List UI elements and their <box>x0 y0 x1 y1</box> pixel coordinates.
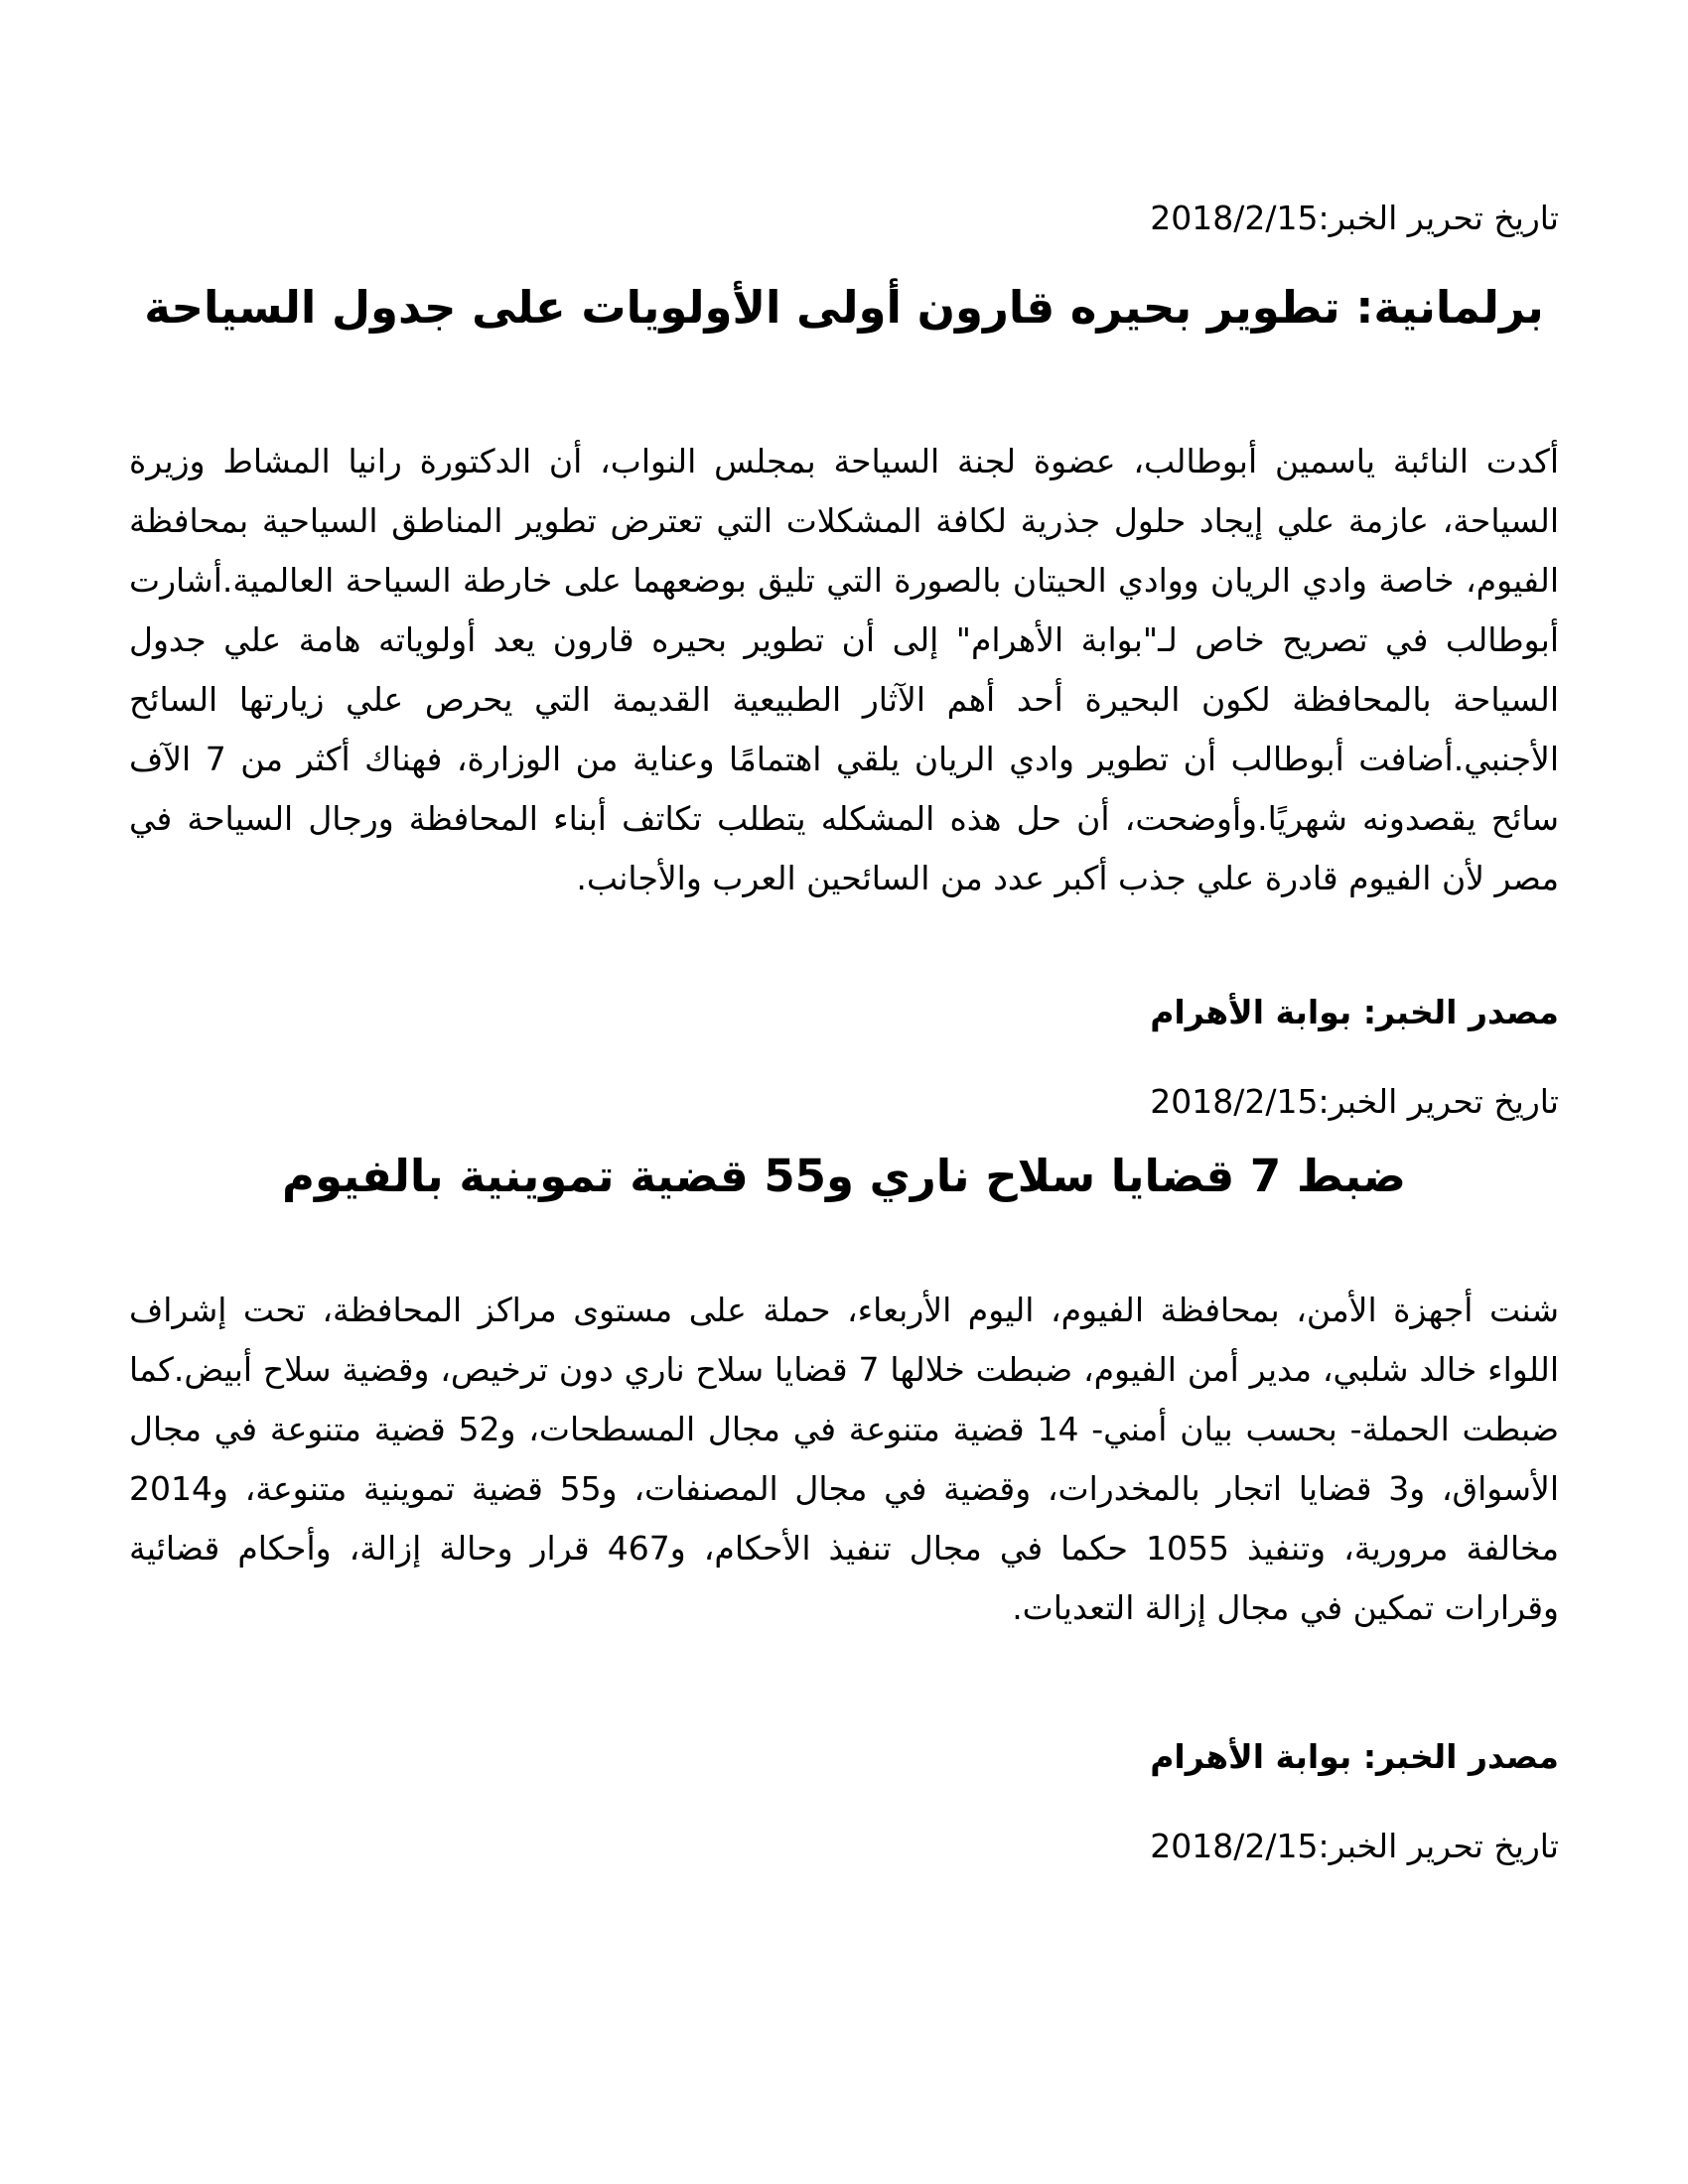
footer-date-line: تاريخ تحرير الخبر:2018/2/15 <box>1150 1827 1559 1865</box>
article2-date-line: تاريخ تحرير الخبر:2018/2/15 <box>1150 1082 1559 1121</box>
article1-headline: برلمانية: تطوير بحيره قارون أولى الأولويات على جدول السياحة <box>144 281 1544 334</box>
article2-headline: ضبط 7 قضايا سلاح ناري و55 قضية تموينية بالفيوم <box>282 1150 1406 1202</box>
article1-source-line: مصدر الخبر: بوابة الأهرام <box>1150 993 1559 1031</box>
article2-source-line: مصدر الخبر: بوابة الأهرام <box>1150 1737 1559 1776</box>
article1-body: أكدت النائبة ياسمين أبوطالب، عضوة لجنة السياحة بمجلس النواب، أن الدكتورة رانيا المشاط وزيرة السياحة، عازمة علي إيجاد حلول جذرية لكافة المشكلات التي تعترض تطوير المناطق السياحية بمحافظة الفيوم، خاصة وادي الريان ووادي الحيتان بالصورة التي تليق بوضعهما على خارطة السياحة العالمية.أشارت أبوطالب في تصريح خاص لـ"بوابة الأهرام" إلى أن تطوير بحيره قارون يعد أولوياته هامة علي جدول السياحة بالمحافظة لكون البحيرة أحد أهم الآثار الطبيعية القديمة التي يحرص علي زيارتها السائح الأجنبي.أضافت أبوطالب أن تطوير وادي الريان يلقي اهتمامًا وعناية من الوزارة، فهناك أكثر من 7 الآف سائح يقصدونه شهريًا.وأوضحت، أن حل هذه المشكله يتطلب تكاتف أبناء المحافظة ورجال السياحة في مصر لأن الفيوم قادرة علي جذب أكبر عدد من السائحين العرب والأجانب. <box>129 442 1559 897</box>
article2-body: شنت أجهزة الأمن، بمحافظة الفيوم، اليوم الأربعاء، حملة على مستوى مراكز المحافظة، تحت إشراف اللواء خالد شلبي، مدير أمن الفيوم، ضبطت خلالها 7 قضايا سلاح ناري دون ترخيص، وقضية سلاح أبيض.كما ضبطت الحملة- بحسب بيان أمني- 14 قضية متنوعة في مجال المسطحات، و52 قضية متنوعة في مجال الأسواق، و3 قضايا اتجار بالمخدرات، وقضية في مجال المصنفات، و55 قضية تموينية متنوعة، و2014 مخالفة مرورية، وتنفيذ 1055 حكما في مجال تنفيذ الأحكام، و467 قرار وحالة إزالة، وأحكام قضائية وقرارات تمكين في مجال إزالة التعديات. <box>129 1291 1559 1627</box>
article1-date-line: تاريخ تحرير الخبر:2018/2/15 <box>1150 199 1559 237</box>
